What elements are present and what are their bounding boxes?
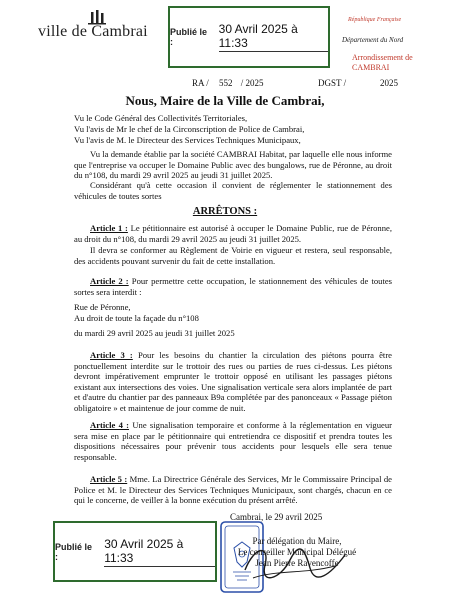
department-label: Département du Nord <box>342 36 404 44</box>
article-2-street: Rue de Péronne, <box>74 302 131 312</box>
publication-label: Publié le : <box>170 27 208 47</box>
article-1 <box>74 223 392 244</box>
article-4-label: Article 4 : <box>90 420 130 430</box>
article-3-label: Article 3 : <box>90 350 133 360</box>
vu-line: Vu le Code Général des Collectivités Territoriales, <box>74 113 248 123</box>
ra-year: / 2025 <box>240 78 264 88</box>
signature-role: Le conseiller Municipal Délégué <box>237 547 357 557</box>
publication-label: Publié le : <box>55 541 93 562</box>
article-1-label: Article 1 : <box>90 223 128 233</box>
handwritten-signature-icon <box>235 540 365 590</box>
vu-line: Vu l'avis de Mr le chef de la Circonscription de Police de Cambrai, <box>74 124 305 134</box>
signature-place-date: Cambrai, le 29 avril 2025 <box>230 512 323 522</box>
article-2-dates: du mardi 29 avril 2025 au jeudi 31 juillet 2025 <box>74 328 235 338</box>
article-2-side: Au droit de toute la façade du n°108 <box>74 313 199 323</box>
signature-name: Jean Pierre Ravencoffe <box>255 558 339 568</box>
considerant-paragraph: Considérant qu'à cette occasion il convient de réglementer le stationnement des véhicules de toutes sortes <box>74 180 392 201</box>
publication-date: 30 Avril 2025 à 11:33 <box>219 22 328 52</box>
arretons-heading: ARRÊTONS : <box>192 206 258 217</box>
city-logo-text: ville de Cambrai <box>38 23 148 40</box>
ra-number: 552 <box>219 78 233 88</box>
article-2-text: Pour permettre cette occupation, le stationnement des véhicules de toutes sortes sera interdit : <box>74 276 392 297</box>
publication-stamp-top <box>168 6 330 68</box>
demand-paragraph: Vu la demande établie par la société CAMBRAI Habitat, par laquelle elle nous informe que l'entreprise va occuper le Domaine Public avec des bungalows, rue de Péronne, au droit du n°108, du mardi 29 avril 2025 au jeudi 31 juillet 2025. <box>74 149 392 180</box>
ra-label: RA / <box>192 78 209 88</box>
reference-ra <box>192 78 264 88</box>
article-5-label: Article 5 : <box>90 474 128 484</box>
article-5-text: Mme. La Directrice Générale des Services, Mr le Commissaire Principal de Police et M. le Directeur des Services Techniques Municipaux, sont chargés, chacun en ce qui le concerne, de veiller à la bonne exécution du présent arrêté. <box>74 474 392 505</box>
republic-label: République Française <box>348 17 402 23</box>
article-3-text: Pour les besoins du chantier la circulation des piétons pourra être ponctuellement interdite sur le trottoir des rues ou parties de rues ci-dessus. Les piétons devront impérativement emprunter le trottoir opposé en utilisant les passages piétons existant aux intersections des voies. Une signalisation verticale sera alors implantée de part et d'autre du chantier par des panneaux B9a complétée par des panonceaux « Passage piéton obligatoire » et maintenue de jour comme de nuit. <box>74 350 392 413</box>
article-2 <box>74 276 392 297</box>
article-1-continued: Il devra se conformer au Règlement de Voirie en vigueur et restera, seul responsable, des accidents pouvant survenir du fait de cette installation. <box>74 245 392 266</box>
decree-title: Nous, Maire de la Ville de Cambrai, <box>125 93 325 108</box>
article-3 <box>74 350 392 413</box>
reference-dgst-label: DGST / <box>318 78 347 88</box>
publication-date: 30 Avril 2025 à 11:33 <box>104 537 215 567</box>
vu-line: Vu l'avis de M. le Directeur des Services Techniques Municipaux, <box>74 135 301 145</box>
article-4-text: Une signalisation temporaire et conforme à la réglementation en vigueur sera mise en place par le pétitionnaire qui entretiendra ce dispositif et prendra toutes les dispositions nécessaires pour prévenir tous accidents pour lesquels elle sera tenue responsable. <box>74 420 392 462</box>
article-5 <box>74 474 392 506</box>
article-4 <box>74 420 392 462</box>
article-1-text: Le pétitionnaire est autorisé à occuper le Domaine Public, rue de Péronne, au droit du n°108, du mardi 29 avril 2025 au jeudi 31 juillet 2025. <box>74 223 392 244</box>
publication-stamp-bottom <box>53 521 217 582</box>
reference-dgst-year: 2025 <box>380 78 398 88</box>
arrondissement-label: Arrondissement de CAMBRAI <box>352 53 413 72</box>
article-2-label: Article 2 : <box>90 276 129 286</box>
signature-delegation: Par délégation du Maire, <box>252 536 342 546</box>
